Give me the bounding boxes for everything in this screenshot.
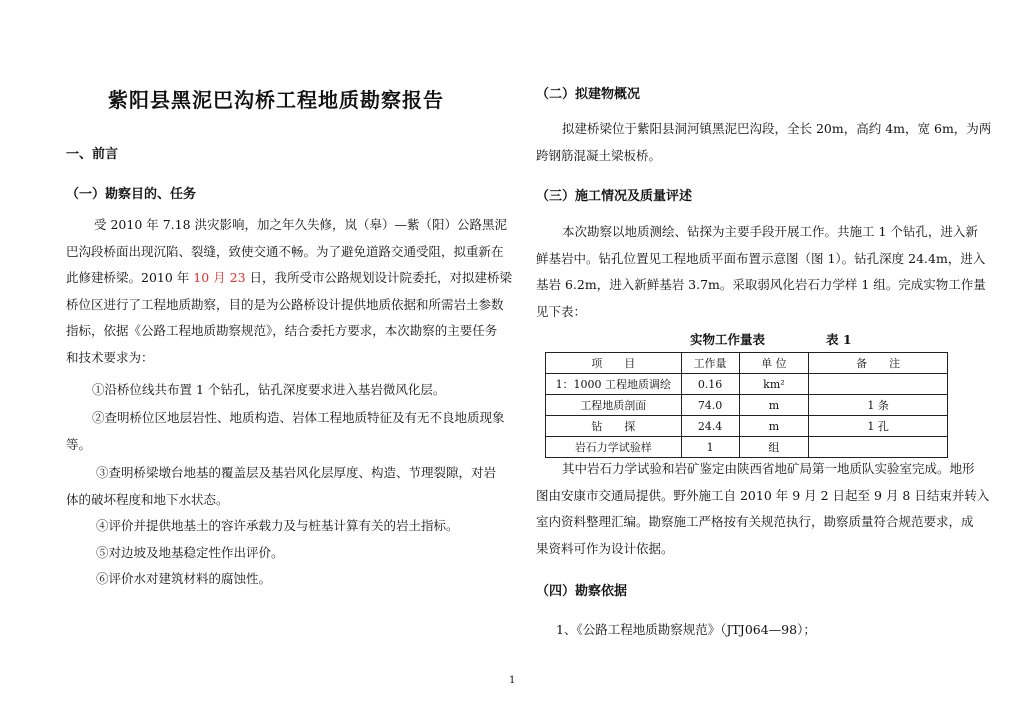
intro-line: 此修建桥梁。2010 年 10 月 23 日，我所受市公路规划设计院委托，对拟建桥梁 <box>66 270 513 285</box>
table-cell: 1：1000 工程地质调绘 <box>546 374 682 395</box>
table-cell: 74.0 <box>681 395 739 416</box>
table-header-cell: 项 目 <box>546 353 682 374</box>
subsection-heading-overview: （二）拟建物概况 <box>536 87 641 102</box>
page-number: 1 <box>509 675 516 686</box>
table-header-cell: 备 注 <box>809 353 948 374</box>
task-item-2: ②查明桥位区地层岩性、地质构造、岩体工程地质特征及有无不良地质现象 等。 <box>66 410 505 452</box>
subsection-heading-construction: （三）施工情况及质量评述 <box>536 189 693 204</box>
lab-paragraph: 其中岩石力学试验和岩矿鉴定由陕西省地矿局第一地质队实验室完成。地形 图由安康市交通局提供。野外施工自 2010 年 9 月 2 日起至 9 月 8 日结束并转入 室内资料整理汇编。勘察施工严格按有关规范执行，勘察质量符合规范要求，成 果资料可作为设计依据。 <box>536 461 990 556</box>
task-item-3: ③查明桥梁墩台地基的覆盖层及基岩风化层厚度、构造、节理裂隙，对岩 体的破坏程度和地下水状态。 <box>66 465 497 507</box>
construction-paragraph: 本次勘察以地质测绘、钻探为主要手段开展工作。共施工 1 个钻孔，进入新 鲜基岩中。钻孔位置见工程地质平面布置示意图（图 1）。钻孔深度 24.4m，进入 基岩 6.2m，进入新鲜基岩 3.7m。采取弱风化岩石力学样 1 组。完成实物工作量 见下表： <box>536 224 986 319</box>
table-title: 实物工作量表 <box>690 332 766 347</box>
table-cell <box>809 437 948 458</box>
task-item-6: ⑥评价水对建筑材料的腐蚀性。 <box>96 571 272 586</box>
highlighted-date: 10 月 23 <box>193 270 246 285</box>
table-cell: 24.4 <box>681 416 739 437</box>
table-cell: 组 <box>739 437 809 458</box>
intro-line: 指标，依据《公路工程地质勘察规范》，结合委托方要求，本次勘察的主要任务 <box>66 323 498 338</box>
table-cell: 岩石力学试验样 <box>546 437 682 458</box>
table-header-row <box>546 353 948 374</box>
task-item-4: ④评价并提供地基土的容许承载力及与桩基计算有关的岩土指标。 <box>96 518 459 533</box>
table-header-cell: 单 位 <box>739 353 809 374</box>
table-row <box>546 374 948 395</box>
table-number: 表 1 <box>826 332 852 347</box>
table-cell: m <box>739 416 809 437</box>
table-cell: 1 <box>681 437 739 458</box>
table-cell: 1 条 <box>809 395 948 416</box>
task-item-1: ①沿桥位线共布置 1 个钻孔，钻孔深度要求进入基岩微风化层。 <box>92 382 446 397</box>
table-header-cell: 工作量 <box>681 353 739 374</box>
document-title: 紫阳县黑泥巴沟桥工程地质勘察报告 <box>108 88 444 112</box>
task-item-5: ⑤对边坡及地基稳定性作出评价。 <box>96 545 284 560</box>
intro-line: 桥位区进行了工程地质勘察，目的是为公路桥设计提供地质依据和所需岩土参数 <box>66 296 504 312</box>
table-cell: 钻 探 <box>546 416 682 437</box>
subsection-heading-purpose: （一）勘察目的、任务 <box>66 187 197 202</box>
table-row <box>546 437 948 458</box>
table-cell: km² <box>739 374 809 395</box>
table-row <box>546 416 948 437</box>
intro-line: 受 2010 年 7.18 洪灾影响，加之年久失修，岚（皋）—紫（阳）公路黑泥 <box>94 217 508 232</box>
table-cell: 0.16 <box>681 374 739 395</box>
intro-line: 巴沟段桥面出现沉陷、裂缝，致使交通不畅。为了避免道路交通受阻，拟重新在 <box>66 243 504 259</box>
table-cell <box>809 374 948 395</box>
intro-paragraph <box>66 212 513 371</box>
table-cell: 工程地质剖面 <box>546 395 682 416</box>
table-cell: m <box>739 395 809 416</box>
intro-line: 和技术要求为： <box>66 349 154 365</box>
table-row <box>546 395 948 416</box>
basis-item-1: 1、《公路工程地质勘察规范》（JTJ064—98）； <box>556 622 816 637</box>
overview-paragraph: 拟建桥梁位于紫阳县洞河镇黑泥巴沟段，全长 20m，高约 4m，宽 6m，为两 跨钢筋混凝土梁板桥。 <box>536 121 992 163</box>
table-cell: 1 孔 <box>809 416 948 437</box>
subsection-heading-basis: （四）勘察依据 <box>536 584 628 599</box>
work-quantity-table <box>545 352 948 458</box>
section-heading-preface: 一、前言 <box>66 147 119 162</box>
